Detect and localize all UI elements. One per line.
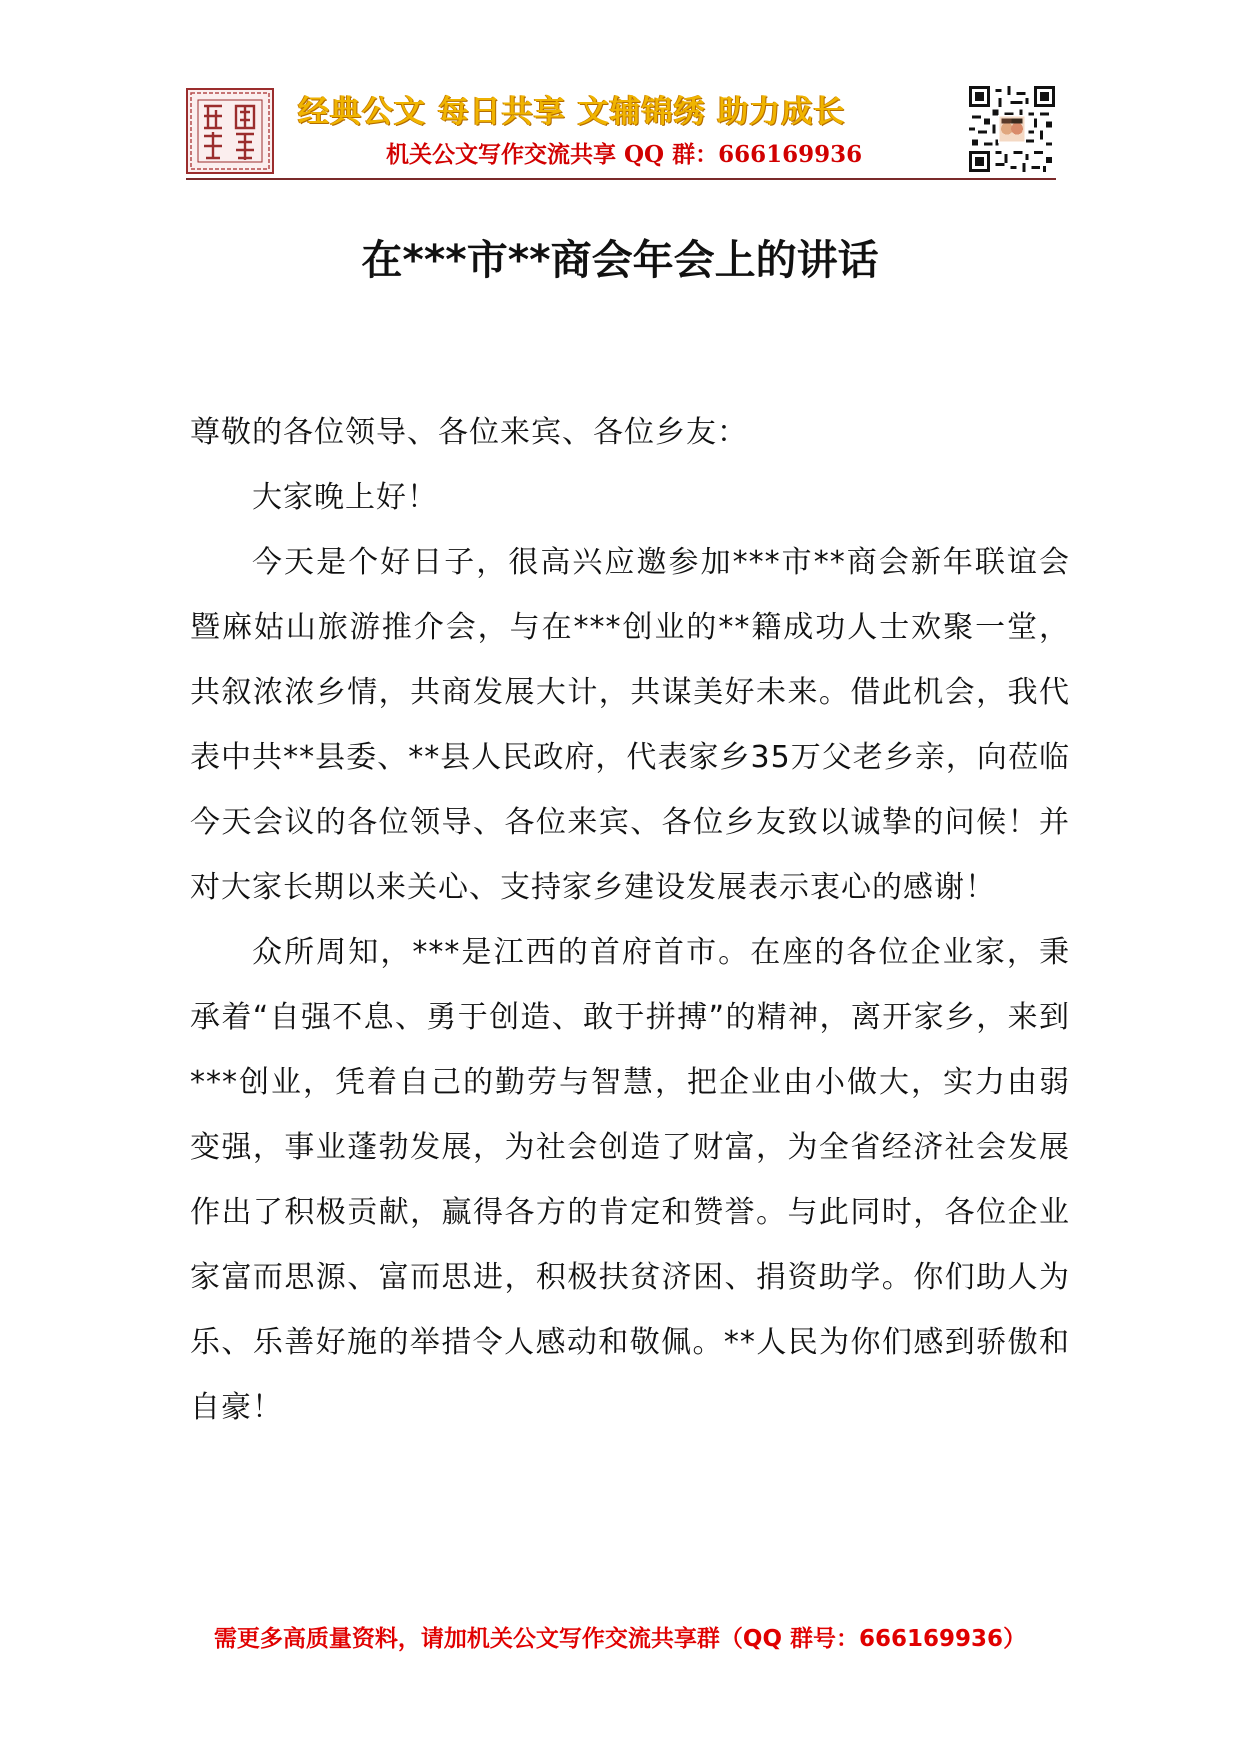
document-header [186,84,1056,176]
salutation-paragraph: 尊敬的各位领导、各位来宾、各位乡友： [190,415,748,450]
header-slogan: 经典公文 每日共享 文辅锦绣 助力成长 [298,94,846,130]
body-paragraph: 众所周知，***是江西的首府首市。在座的各位企业家，秉承着“自强不息、勇于创造、敢于拼搏”的精神，离开家乡，来到***创业，凭着自己的勤劳与智慧，把企业由小做大，实力由弱变强，事业蓬勃发展，为社会创造了财富，为全省经济社会发展作出了积极贡献，赢得各方的肯定和赞誉。与此同时，各位企业家富而思源、富而思进，积极扶贫济困、捐资助学。你们助人为乐、乐善好施的举措令人感动和敬佩。**人民为你们感到骄傲和自豪！ [190,935,1070,1425]
qr-code-icon [969,86,1055,172]
seal-logo-icon [186,88,274,174]
header-qq-group: 机关公文写作交流共享 QQ 群：666169936 [386,141,863,168]
body-paragraph: 今天是个好日子，很高兴应邀参加***市**商会新年联谊会暨麻姑山旅游推介会，与在***创业的**籍成功人士欢聚一堂，共叙浓浓乡情，共商发展大计，共谋美好未来。借此机会，我代表中共**县委、**县人民政府，代表家乡35万父老乡亲，向莅临今天会议的各位领导、各位来宾、各位乡友致以诚挚的问候！并对大家长期以来关心、支持家乡建设发展表示衷心的感谢！ [190,545,1070,905]
document-title: 在***市**商会年会上的讲话 [361,236,879,285]
document-body [190,400,1070,1440]
footer-note: 需更多高质量资料，请加机关公文写作交流共享群（QQ 群号：666169936） [213,1626,1027,1652]
header-divider [186,178,1056,180]
greeting-paragraph: 大家晚上好！ [252,480,438,515]
